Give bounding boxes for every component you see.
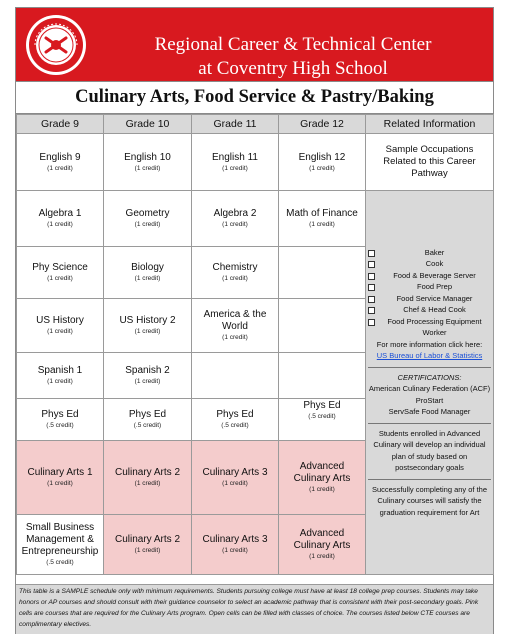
occupation-item: Food Service Manager bbox=[368, 293, 491, 305]
course-credit: (1 credit) bbox=[47, 275, 73, 282]
table-row bbox=[17, 191, 494, 247]
occupation-item: Chef & Head Cook bbox=[368, 304, 491, 316]
course-name: Spanish 1 bbox=[37, 365, 83, 376]
course-credit: (1 credit) bbox=[134, 164, 161, 172]
required-course-cell bbox=[192, 441, 279, 515]
empty-cell bbox=[279, 247, 366, 299]
pathway-title: Culinary Arts, Food Service & Pastry/Baking bbox=[16, 81, 493, 114]
table-header-row bbox=[17, 115, 494, 134]
school-seal-logo bbox=[25, 14, 87, 76]
course-credit: (1 credit) bbox=[47, 378, 73, 385]
required-course-cell bbox=[279, 441, 366, 515]
course-name: Culinary Arts 2 bbox=[114, 534, 181, 545]
course-cell bbox=[104, 247, 192, 299]
course-cell bbox=[192, 134, 279, 191]
course-credit: (1 credit) bbox=[47, 221, 73, 228]
course-cell bbox=[17, 191, 104, 247]
course-cell bbox=[192, 299, 279, 353]
column-header: Related Information bbox=[366, 115, 494, 134]
occupation-item: Baker bbox=[368, 247, 491, 259]
course-cell bbox=[17, 299, 104, 353]
course-credit: (1 credit) bbox=[134, 547, 161, 554]
course-name: Phys Ed bbox=[216, 409, 254, 420]
course-credit: (1 credit) bbox=[222, 164, 248, 172]
schedule-sheet bbox=[15, 7, 494, 634]
certification-item: ProStart bbox=[415, 395, 444, 405]
course-name: Phy Science bbox=[32, 262, 88, 273]
course-name: Culinary Arts 2 bbox=[114, 467, 181, 478]
course-credit: (1 credit) bbox=[134, 221, 161, 228]
course-cell bbox=[17, 353, 104, 399]
course-name: English 10 bbox=[124, 151, 171, 163]
course-cell bbox=[279, 191, 366, 247]
course-cell bbox=[104, 191, 192, 247]
divider bbox=[368, 479, 491, 480]
course-name: Advanced Culinary Arts bbox=[293, 528, 351, 551]
course-credit: (.5 credit) bbox=[308, 413, 336, 420]
course-credit: (1 credit) bbox=[309, 164, 335, 172]
course-cell bbox=[104, 299, 192, 353]
more-info-text: For more information click here: bbox=[376, 339, 483, 349]
occupation-item: Food Processing Equipment Worker bbox=[368, 316, 491, 339]
required-course-cell bbox=[192, 515, 279, 575]
column-header: Grade 12 bbox=[279, 115, 366, 134]
course-cell bbox=[17, 247, 104, 299]
header-banner bbox=[16, 8, 493, 81]
bls-link[interactable]: US Bureau of Labor & Statistics bbox=[376, 351, 483, 361]
course-name: Algebra 1 bbox=[38, 208, 82, 219]
course-credit: (1 credit) bbox=[134, 480, 161, 487]
course-credit: (1 credit) bbox=[309, 221, 335, 228]
course-credit: (1 credit) bbox=[222, 480, 248, 487]
required-course-cell bbox=[17, 441, 104, 515]
occupation-list bbox=[368, 247, 491, 339]
required-course-cell bbox=[104, 515, 192, 575]
course-name: Small Business Management & Entrepreneurship bbox=[21, 522, 99, 557]
course-cell bbox=[192, 399, 279, 441]
column-header: Grade 11 bbox=[192, 115, 279, 134]
course-credit: (1 credit) bbox=[47, 328, 73, 335]
course-name: Culinary Arts 3 bbox=[202, 467, 268, 478]
course-name: America & the World bbox=[203, 309, 267, 332]
course-credit: (1 credit) bbox=[309, 486, 335, 493]
course-name: Phys Ed bbox=[128, 409, 167, 420]
course-cell bbox=[104, 399, 192, 441]
header-title bbox=[108, 33, 478, 81]
course-name: Culinary Arts 3 bbox=[202, 534, 268, 545]
course-credit: (1 credit) bbox=[309, 553, 335, 560]
course-credit: (1 credit) bbox=[134, 378, 161, 385]
course-name: English 11 bbox=[212, 151, 258, 163]
certification-item: American Culinary Federation (ACF) bbox=[368, 384, 491, 394]
course-cell bbox=[17, 134, 104, 191]
required-course-cell bbox=[104, 441, 192, 515]
course-cell bbox=[279, 134, 366, 191]
course-name: US History bbox=[36, 315, 84, 326]
course-credit: (1 credit) bbox=[222, 334, 248, 341]
course-name: Advanced Culinary Arts bbox=[293, 461, 351, 484]
required-course-cell bbox=[279, 515, 366, 575]
footnote: This table is a SAMPLE schedule only with minimum requirements. Students pursuing college must have at least 18 college prep courses. Students may take honors or AP courses and should consult with their guidance counselor to select an academic pathway that is consistent with their post-secondary goals. Pink cells are courses that are required for the Culinary Arts program. Open cells can be filled with classes of choice. The courses listed below CTE courses are complimentary electives. bbox=[16, 584, 493, 634]
course-credit: (1 credit) bbox=[222, 221, 248, 228]
course-cell bbox=[104, 134, 192, 191]
course-name: Culinary Arts 1 bbox=[27, 467, 93, 478]
certification-item: ServSafe Food Manager bbox=[388, 407, 471, 417]
course-name: Spanish 2 bbox=[125, 365, 170, 376]
course-cell bbox=[279, 399, 366, 441]
course-name: Phys Ed bbox=[303, 400, 341, 411]
empty-cell bbox=[279, 299, 366, 353]
course-cell bbox=[192, 247, 279, 299]
course-credit: (.5 credit) bbox=[46, 559, 74, 566]
course-cell bbox=[192, 191, 279, 247]
sample-occupations-heading: Sample Occupations Related to this Career Pathway bbox=[366, 134, 494, 191]
divider bbox=[368, 367, 491, 368]
art-requirement-note: Successfully completing any of the Culinary courses will satisfy the graduation requirement for Art bbox=[371, 484, 488, 517]
course-name: English 9 bbox=[39, 151, 81, 163]
course-name: Math of Finance bbox=[286, 208, 358, 219]
empty-cell bbox=[279, 353, 366, 399]
occupation-item: Cook bbox=[368, 258, 491, 270]
empty-cell bbox=[192, 353, 279, 399]
course-name: Phys Ed bbox=[41, 409, 79, 420]
column-header: Grade 10 bbox=[104, 115, 192, 134]
course-name: Biology bbox=[131, 262, 164, 273]
course-credit: (.5 credit) bbox=[221, 422, 249, 429]
course-name: US History 2 bbox=[119, 315, 176, 326]
advanced-plan-note: Students enrolled in Advanced Culinary will develop an individual plan of study based on postsecondary goals bbox=[373, 428, 486, 473]
schedule-table bbox=[16, 114, 494, 575]
course-credit: (1 credit) bbox=[134, 328, 161, 335]
column-header: Grade 9 bbox=[17, 115, 104, 134]
course-credit: (1 credit) bbox=[222, 547, 248, 554]
table-row bbox=[17, 134, 494, 191]
course-credit: (1 credit) bbox=[222, 275, 248, 282]
occupation-item: Food Prep bbox=[368, 281, 491, 293]
divider bbox=[368, 423, 491, 424]
related-information-panel bbox=[366, 191, 494, 575]
course-name: Geometry bbox=[125, 208, 170, 219]
header-title-line1: Regional Career & Technical Center bbox=[154, 34, 432, 55]
header-title-line2: at Coventry High School bbox=[198, 58, 388, 79]
course-cell bbox=[17, 515, 104, 575]
course-credit: (1 credit) bbox=[47, 164, 73, 172]
occupation-item: Food & Beverage Server bbox=[368, 270, 491, 282]
course-cell bbox=[104, 353, 192, 399]
course-credit: (1 credit) bbox=[134, 275, 161, 282]
course-cell bbox=[17, 399, 104, 441]
course-name: English 12 bbox=[298, 151, 346, 163]
course-credit: (.5 credit) bbox=[133, 422, 162, 429]
certifications-heading: CERTIFICATIONS: bbox=[397, 372, 462, 382]
course-name: Algebra 2 bbox=[213, 208, 257, 219]
course-credit: (.5 credit) bbox=[46, 422, 74, 429]
course-name: Chemistry bbox=[212, 262, 258, 273]
course-credit: (1 credit) bbox=[47, 480, 73, 487]
